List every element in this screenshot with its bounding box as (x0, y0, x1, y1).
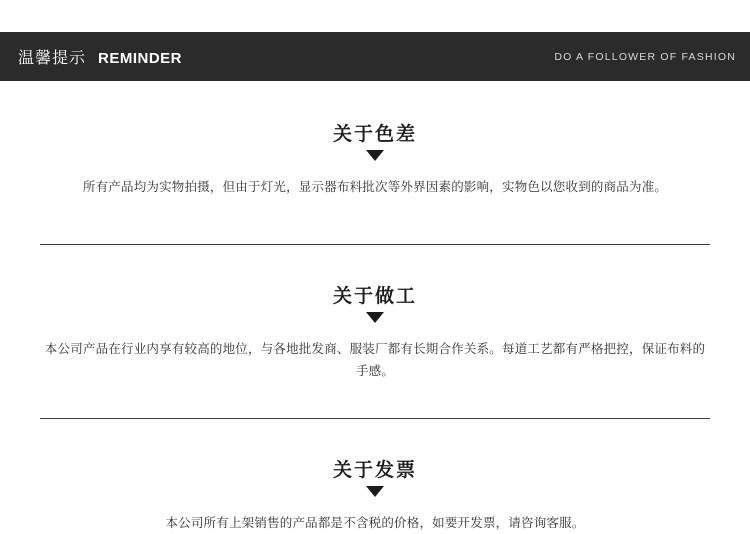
section-invoice (0, 419, 750, 534)
header-title-en: REMINDER (98, 50, 183, 67)
section-body: 本公司产品在行业内享有较高的地位，与各地批发商、服装厂都有长期合作关系。每道工艺都有严格把控，保证布料的手感。 (44, 342, 706, 378)
header-title-group (18, 45, 182, 68)
down-arrow-icon (40, 144, 710, 166)
section-title: 关于发票 (332, 460, 417, 481)
down-arrow-icon (40, 306, 710, 328)
header-title-cn: 温馨提示 (18, 50, 87, 67)
section-color-difference (0, 81, 750, 244)
section-body: 所有产品均为实物拍摄，但由于灯光，显示器布料批次等外界因素的影响，实物色以您收到的商品为准。 (82, 180, 668, 194)
section-body: 本公司所有上架销售的产品都是不含税的价格，如要开发票，请咨询客服。 (165, 516, 585, 530)
section-workmanship (0, 245, 750, 418)
reminder-sections (0, 81, 750, 534)
section-title: 关于色差 (332, 124, 417, 145)
section-title: 关于做工 (332, 286, 417, 307)
header-tagline: DO A FOLLOWER OF FASHION (554, 50, 736, 63)
down-arrow-icon (40, 480, 710, 502)
reminder-header-bar (0, 32, 750, 81)
